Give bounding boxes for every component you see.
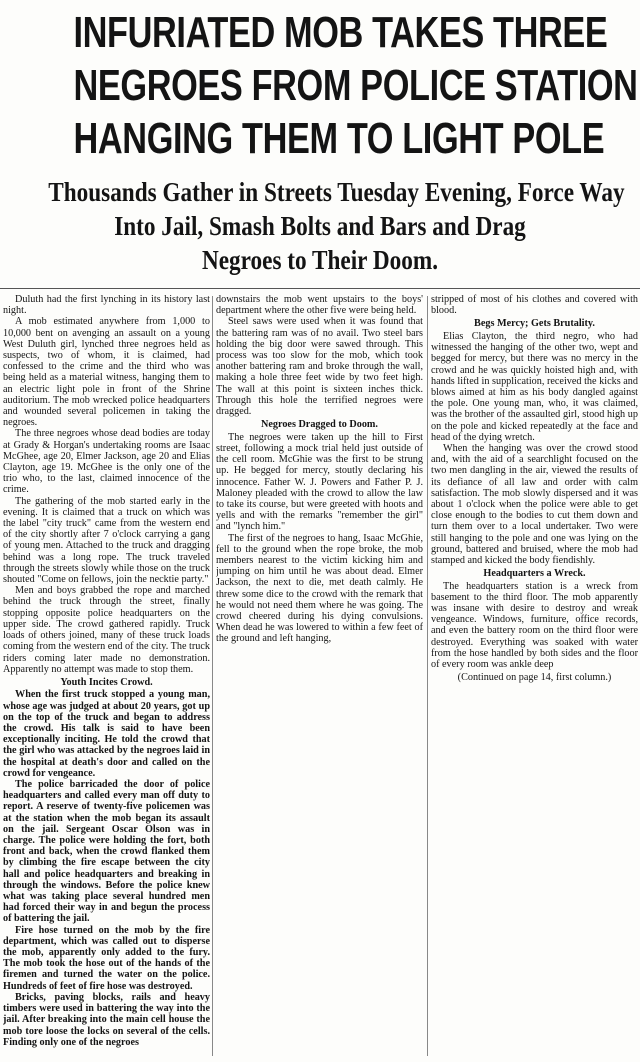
section-subhead: Negroes Dragged to Doom.: [261, 419, 378, 431]
paragraph: Bricks, paving blocks, rails and heavy timbers were used in battering the way into the jail. After breaking into the main cell house the mob tore loose the locks on several of the cells. Finding only one of the negroes: [3, 991, 210, 1048]
paragraph: The three negroes whose dead bodies are today at Grady & Horgan's undertaking rooms are Isaac McGhee, age 20, Elmer Jackson, age 20 and Elias Clayton, age 19. McGhee is the only one of the trio who, to the last, claimed innocence of the crime.: [3, 428, 210, 496]
paragraph: The gathering of the mob started early in the evening. It is claimed that a truck on which was the label "city truck" came from the western end of the city shortly after 7 o'clock carrying a gang of young men. Attached to the truck and dragging behind was a long rope. The truck traveled through the streets slowly while those on the truck shouted "Come on fellows, join the necktie party.": [3, 495, 210, 586]
header-rule: [0, 288, 640, 289]
column-divider: [427, 296, 428, 1056]
headline: [0, 0, 640, 165]
paragraph: Elias Clayton, the third negro, who had witnessed the hanging of the other two, wept and begged for mercy, but there was no mercy in the crowd and he was quickly hoisted high and, with hands lifted in supplication, received the kicks and blows aimed at him as his body dangled against the pole. One young man, who, it was claimed, was the brother of the assaulted girl, stood high up on the pole and kicked repeatedly at the face and head of the dying wretch.: [431, 330, 638, 443]
headline-line-1: INFURIATED MOB TAKES THREE: [73, 8, 608, 57]
paragraph: A mob estimated anywhere from 1,000 to 10,000 bent on avenging an assault on a young West Duluth girl, lynched three negroes held as suspects, two of whom, it is claimed, had confessed to the crime and the third who was being held as a material witness, hanging them to an electric light pole in front of the Shrine auditorium. The mob wrecked police headquarters and wounded several policemen in taking the negroes.: [3, 316, 210, 429]
headline-line-2: NEGROES FROM POLICE STATION: [73, 61, 638, 110]
paragraph: The negroes were taken up the hill to First street, following a mock trial held just outside of the cell room. McGhie was the first to be strung up. He begged for mercy, stoutly declaring his innocence. Father W. J. Powers and Father P. J. Maloney pleaded with the crowd to allow the law to take its course, but were greeted with hoots and yells and with the remarks "remember the girl" and "lynch him.": [216, 431, 423, 533]
article-column-1: [3, 294, 210, 1062]
paragraph: Duluth had the first lynching in its history last night.: [3, 294, 210, 317]
subheadline-deck: [0, 175, 640, 277]
article-column-3: [431, 294, 638, 1062]
deck-line-3: Negroes to Their Doom.: [201, 245, 439, 275]
paragraph: The headquarters station is a wreck from basement to the third floor. The mob apparently was insane with desire to destroy and wreak vengeance. Windows, furniture, office records, and even the battery room on the third floor were destroyed. Everything was soaked with water from the hose handled by both sides and the floor of every room was ankle deep: [431, 580, 638, 671]
headline-line-3: HANGING THEM TO LIGHT POLE: [73, 114, 605, 163]
deck-line-1: Thousands Gather in Streets Tuesday Evening, Force Way: [48, 177, 625, 207]
paragraph: The first of the negroes to hang, Isaac McGhie, fell to the ground when the rope broke, the mob members nearest to the victim kicking him and jumping on him until he was about dead. Elmer Jackson, the next to die, met death calmly. He threw some dice to the crowd with the remark that he would not need them where he was going. The crowd cheered during his dying convulsions. When dead he was lowered to within a few feet of the ground and left hanging,: [216, 532, 423, 645]
paragraph: When the hanging was over the crowd stood and, with the aid of a searchlight focused on the two men dangling in the air, viewed the results of its defiance of all law and order with calm satisfaction. The mob slowly dispersed and it was about 1 o'clock when the police were able to get close enough to the bodies to cut them down and turn them over to a local undertaker. Two were still hanging to the pole and one was lying on the ground, battered and bruised, where the mob had stamped and kicked the body fiendishly.: [431, 442, 638, 566]
paragraph: The police barricaded the door of police headquarters and called every man off duty to report. A reserve of twenty-five policemen was at the station when the mob began its assault on the jail. Sergeant Oscar Olson was in charge. The police were holding the fort, both front and back, when the crowd flanked them by climbing the fire escape between the city hall and police headquarters and breaking in through the windows. Before the police knew what was taking place several hundred men had forced their way in and begun the process of battering the jail.: [3, 779, 210, 925]
article-column-2: [216, 294, 423, 1062]
deck-line-2: Into Jail, Smash Bolts and Bars and Drag: [114, 211, 526, 241]
section-subhead: Begs Mercy; Gets Brutality.: [474, 318, 595, 330]
continued-note: (Continued on page 14, first column.): [457, 672, 612, 684]
section-subhead: Youth Incites Crowd.: [60, 676, 153, 688]
paragraph: Steel saws were used when it was found that the battering ram was of no avail. Two steel bars holding the big door were sawed through. This process was too slow for the mob, which took another battering ram and broke through the wall, making a hole three feet wide by two feet high. The wall at this point is sixteen inches thick. Through this hole the terrified negroes were dragged.: [216, 316, 423, 418]
column-divider: [212, 296, 213, 1056]
paragraph: downstairs the mob went upstairs to the boys' department where the other five were being held.: [216, 294, 423, 317]
paragraph: stripped of most of his clothes and covered with blood.: [431, 294, 638, 317]
article-columns: [0, 294, 640, 1062]
paragraph: Fire hose turned on the mob by the fire department, which was called out to disperse the mob, apparently only added to the fury. The mob took the hose out of the hands of the firemen and turned the water on the police. Hundreds of feet of fire hose was destroyed.: [3, 924, 210, 992]
paragraph: When the first truck stopped a young man, whose age was judged at about 20 years, got up on the top of the truck and began to address the crowd. His talk is said to have been exceptionally inciting. He told the crowd that the girl who was attacked by the negroes laid in the hospital at death's door and called on the crowd for vengeance.: [3, 689, 210, 779]
section-subhead: Headquarters a Wreck.: [483, 568, 586, 580]
paragraph: Men and boys grabbed the rope and marched behind the truck through the street, finally stopping opposite police headquarters on the upper side. The crowd gathered rapidly. Truck loads of others joined, many of these truck loads coming from the western end of the city. The truck riders coming later made no demonstration. Apparently no attempt was made to stop them.: [3, 585, 210, 675]
